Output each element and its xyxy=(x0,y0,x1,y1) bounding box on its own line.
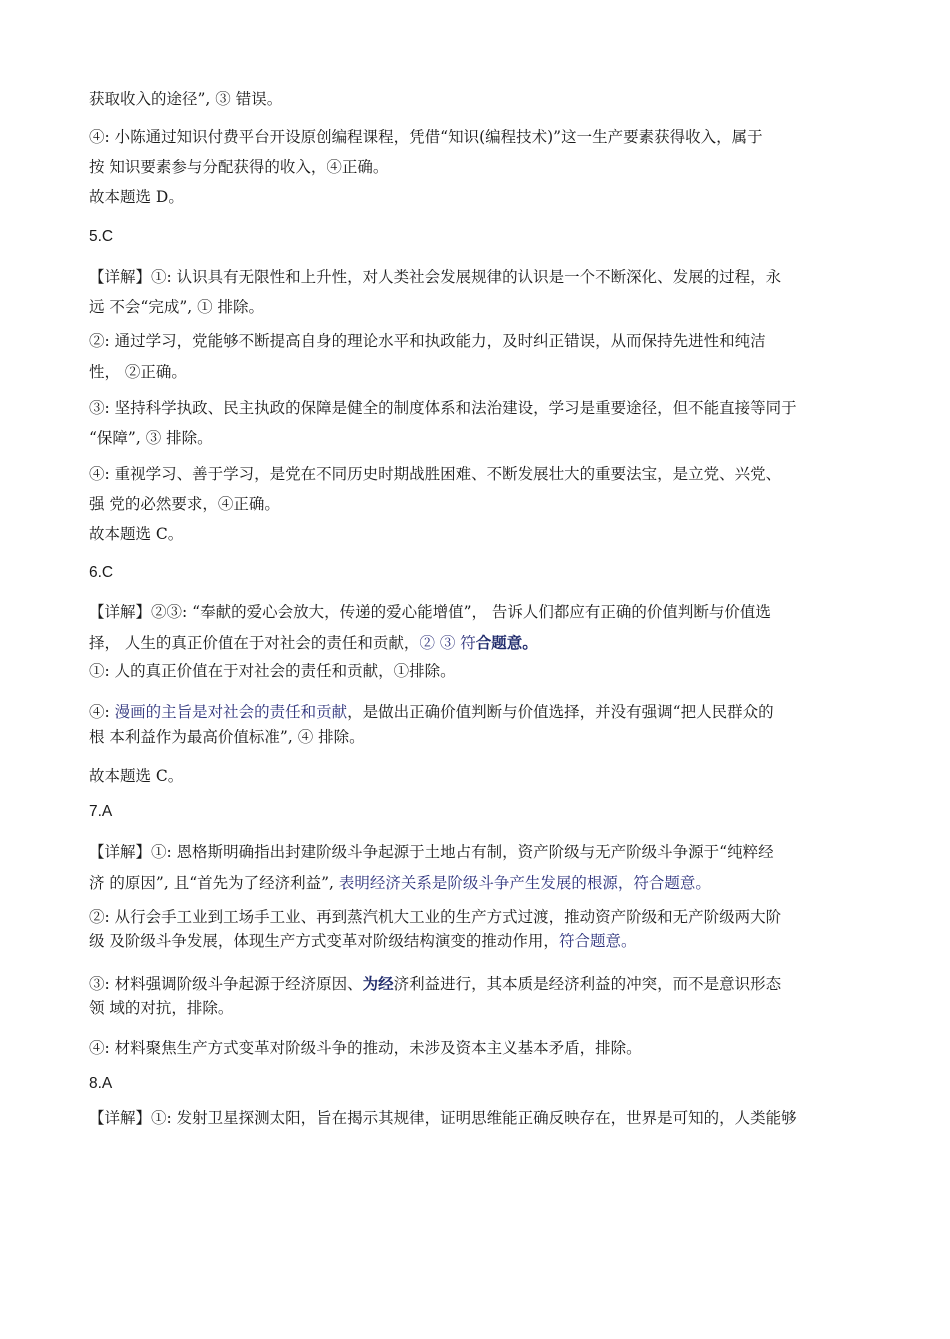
q6-option4-line2: 根 本利益作为最高价值标准”, ④ 排除。 xyxy=(89,728,365,746)
q5-option2-line2: 性， ②正确。 xyxy=(89,363,187,381)
q6-explain-line1: 【详解】②③: “奉献的爱心会放大，传递的爱心能增值”， 告诉人们都应有正确的价值判断与价值选 xyxy=(89,603,771,621)
q5-option3-line1: ③: 坚持科学执政、民主执政的保障是健全的制度体系和法治建设，学习是重要途径，但不能直接等同于 xyxy=(89,399,797,417)
q7-option2-line2-text: 级 及阶级斗争发展，体现生产方式变革对阶级结构演变的推动作用， xyxy=(89,932,559,950)
q5-conclusion: 故本题选 C。 xyxy=(89,525,184,543)
q7-option3-rest: 济利益进行，其本质是经济利益的冲突，而不是意识形态 xyxy=(393,975,782,993)
q7-option2-line1: ②: 从行会手工业到工场手工业、再到蒸汽机大工业的生产方式过渡，推动资产阶级和无产阶级两大阶 xyxy=(89,908,782,926)
q7-option3-line1 xyxy=(89,974,879,994)
q6-option4-prefix: ④: xyxy=(89,703,115,721)
q8-answer: 8.A xyxy=(89,1075,113,1092)
q5-option2-line1: ②: 通过学习，党能够不断提高自身的理论水平和执政能力，及时纠正错误，从而保持先进性和纯洁 xyxy=(89,332,766,350)
q7-option2-line2 xyxy=(89,931,879,951)
q5-option4-line1: ④: 重视学习、善于学习，是党在不同历史时期战胜困难、不断发展壮大的重要法宝，是立党、兴党、 xyxy=(89,465,782,483)
q7-explain-line2 xyxy=(89,873,879,893)
q4-option4-line2: 按 知识要素参与分配获得的收入，④正确。 xyxy=(89,158,389,176)
q7-explain-line2-highlight: 表明经济关系是阶级斗争产生发展的根源，符合题意。 xyxy=(333,874,711,892)
q7-answer: 7.A xyxy=(89,803,113,820)
q4-option4-line1: ④: 小陈通过知识付费平台开设原创编程课程，凭借“知识(编程技术)”这一生产要素获得收入，属于 xyxy=(89,128,763,146)
q5-explain-line2: 远 不会“完成”, ① 排除。 xyxy=(89,298,265,316)
q5-option4-line2: 强 党的必然要求，④正确。 xyxy=(89,495,280,513)
q6-explain-line2-options: ② ③ 符 xyxy=(419,634,476,652)
q6-explain-line2 xyxy=(89,633,879,653)
q7-option3-highlight: 为经 xyxy=(362,974,394,993)
q4-option3-end: 获取收入的途径”, ③ 错误。 xyxy=(89,90,283,108)
q6-option4-rest: ，是做出正确价值判断与价值选择，并没有强调“把人民群众的 xyxy=(347,703,774,721)
q6-conclusion: 故本题选 C。 xyxy=(89,767,184,785)
q5-option3-line2: “保障”, ③ 排除。 xyxy=(89,429,213,447)
q6-option4-theme: 漫画的主旨是对社会的责任和贡献 xyxy=(114,703,348,721)
q8-explain-line1: 【详解】①: 发射卫星探测太阳，旨在揭示其规律，证明思维能正确反映存在，世界是可知的，人类能够 xyxy=(89,1109,797,1127)
q6-option4-line1 xyxy=(89,702,879,722)
q4-conclusion: 故本题选 D。 xyxy=(89,188,184,206)
q6-option1: ①: 人的真正价值在于对社会的责任和贡献，①排除。 xyxy=(89,662,456,680)
q7-option4: ④: 材料聚焦生产方式变革对阶级斗争的推动，未涉及资本主义基本矛盾，排除。 xyxy=(89,1039,642,1057)
q7-option3-prefix: ③: 材料强调阶级斗争起源于经济原因、 xyxy=(89,975,363,993)
q7-explain-line1: 【详解】①: 恩格斯明确指出封建阶级斗争起源于土地占有制，资产阶级与无产阶级斗争源于“纯粹经 xyxy=(89,843,774,861)
q5-answer: 5.C xyxy=(89,228,114,245)
q7-option3-line2: 领 域的对抗，排除。 xyxy=(89,999,234,1017)
q7-explain-line2-text: 济 的原因”, 且“首先为了经济利益”, xyxy=(89,874,334,892)
q6-explain-line2-fit: 合题意。 xyxy=(475,633,538,652)
q7-option2-line2-fit: 符合题意。 xyxy=(558,932,637,950)
q6-answer: 6.C xyxy=(89,564,114,581)
q5-explain-line1: 【详解】①: 认识具有无限性和上升性，对人类社会发展规律的认识是一个不断深化、发展的过程，永 xyxy=(89,268,782,286)
q6-explain-line2-text: 择， 人生的真正价值在于对社会的责任和贡献， xyxy=(89,634,420,652)
